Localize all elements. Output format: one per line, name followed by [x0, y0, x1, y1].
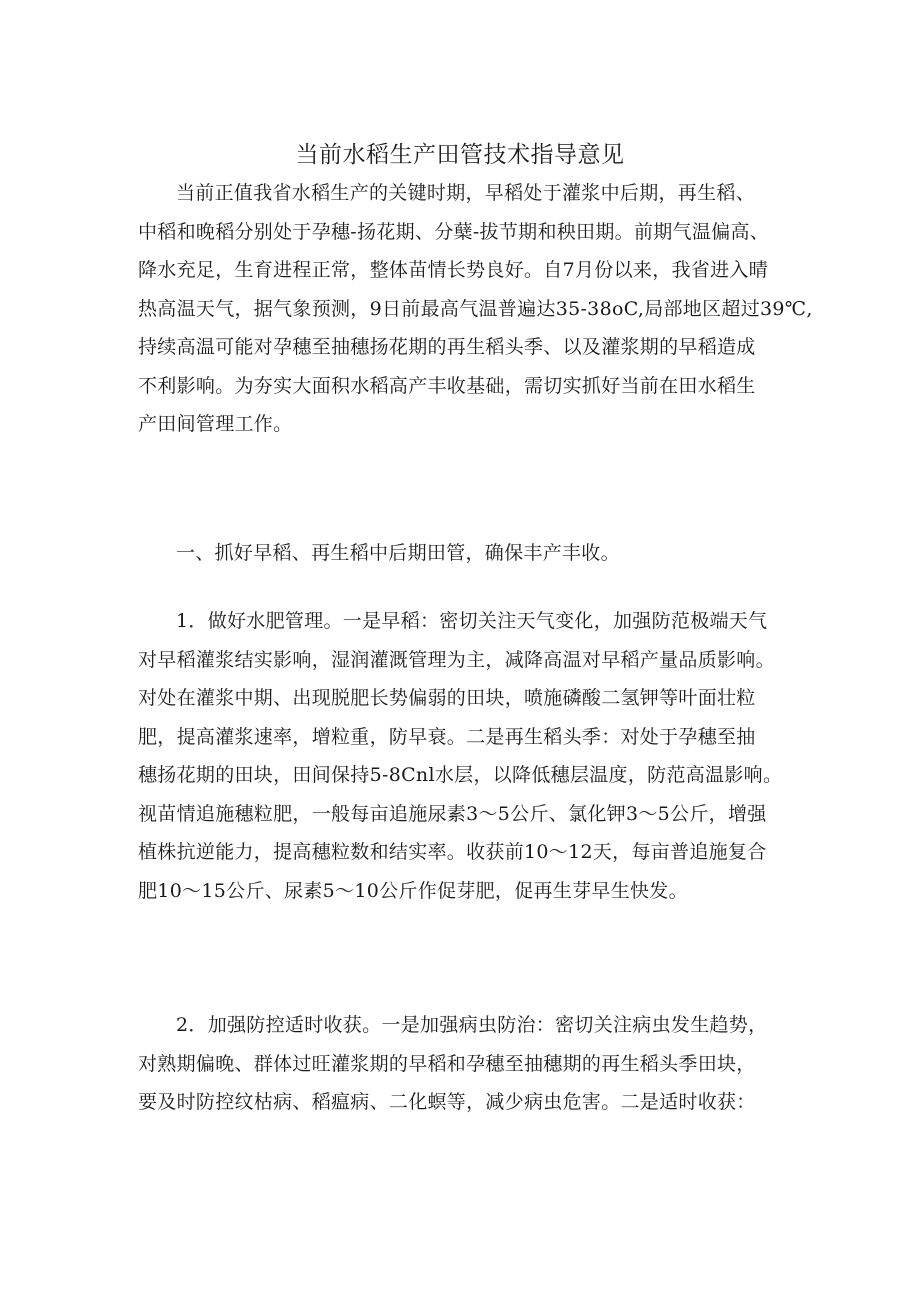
paragraph-line: 当前正值我省水稻生产的关键时期，早稻处于灌浆中后期，再生稻、	[176, 182, 756, 204]
paragraph-line: 对熟期偏晚、群体过旺灌浆期的早稻和孕穗至抽穗期的再生稻头季田块，	[138, 1052, 756, 1075]
section-heading: 一、抓好早稻、再生稻中后期田管，确保丰产丰收。	[176, 542, 620, 564]
paragraph-line: 肥，提高灌浆速率，增粒重，防早衰。二是再生稻头季：对处于孕穗至抽	[138, 725, 756, 748]
section-heading-block	[138, 534, 798, 573]
item-1-paragraph	[138, 602, 798, 910]
paragraph-line: 中稻和晚稻分别处于孕穗-扬花期、分蘖-拔节期和秧田期。前期气温偏高、	[138, 220, 770, 243]
paragraph-line: 肥10〜15公斤、尿素5〜10公斤作促芽肥，促再生芽早生快发。	[138, 879, 688, 902]
paragraph-line: 持续高温可能对孕穗至抽穗扬花期的再生稻头季、以及灌浆期的早稻造成	[138, 336, 756, 358]
intro-paragraph	[138, 174, 813, 444]
paragraph-line: 植株抗逆能力，提高穗粒数和结实率。收获前10〜12天，每亩普追施复合	[138, 841, 767, 863]
item-2-paragraph	[138, 1006, 798, 1122]
paragraph-line: 要及时防控纹枯病、稻瘟病、二化螟等，减少病虫危害。二是适时收获：	[138, 1091, 756, 1113]
paragraph-line: 穗扬花期的田块，田间保持5-8Cnl水层，以降低穗层温度，防范高温影响。	[138, 764, 783, 786]
document-title: 当前水稻生产田管技术指导意见	[295, 142, 625, 168]
paragraph-line: 热高温天气，据气象预测，9日前最高气温普遍达35-38oC,局部地区超过39℃,	[138, 297, 813, 320]
paragraph-line: 视苗情追施穗粒肥，一般每亩追施尿素3〜5公斤、氯化钾3〜5公斤，增强	[138, 802, 767, 825]
paragraph-line: 对处在灌浆中期、出现脱肥长势偏弱的田块，喷施磷酸二氢钾等叶面壮粒	[138, 687, 756, 709]
paragraph-line: 降水充足，生育进程正常，整体苗情长势良好。自7月份以来，我省进入晴	[138, 259, 768, 281]
paragraph-line: 产田间管理工作。	[138, 413, 293, 435]
paragraph-line: 2．加强防控适时收获。一是加强病虫防治：密切关注病虫发生趋势，	[176, 1014, 768, 1036]
paragraph-line: 对早稻灌浆结实影响，湿润灌溉管理为主，减降高温对早稻产量品质影响。	[138, 648, 775, 671]
paragraph-line: 不利影响。为夯实大面积水稻高产丰收基础，需切实抓好当前在田水稻生	[138, 374, 756, 397]
paragraph-line: 1．做好水肥管理。一是早稻：密切关注天气变化，加强防范极端天气	[176, 610, 768, 632]
